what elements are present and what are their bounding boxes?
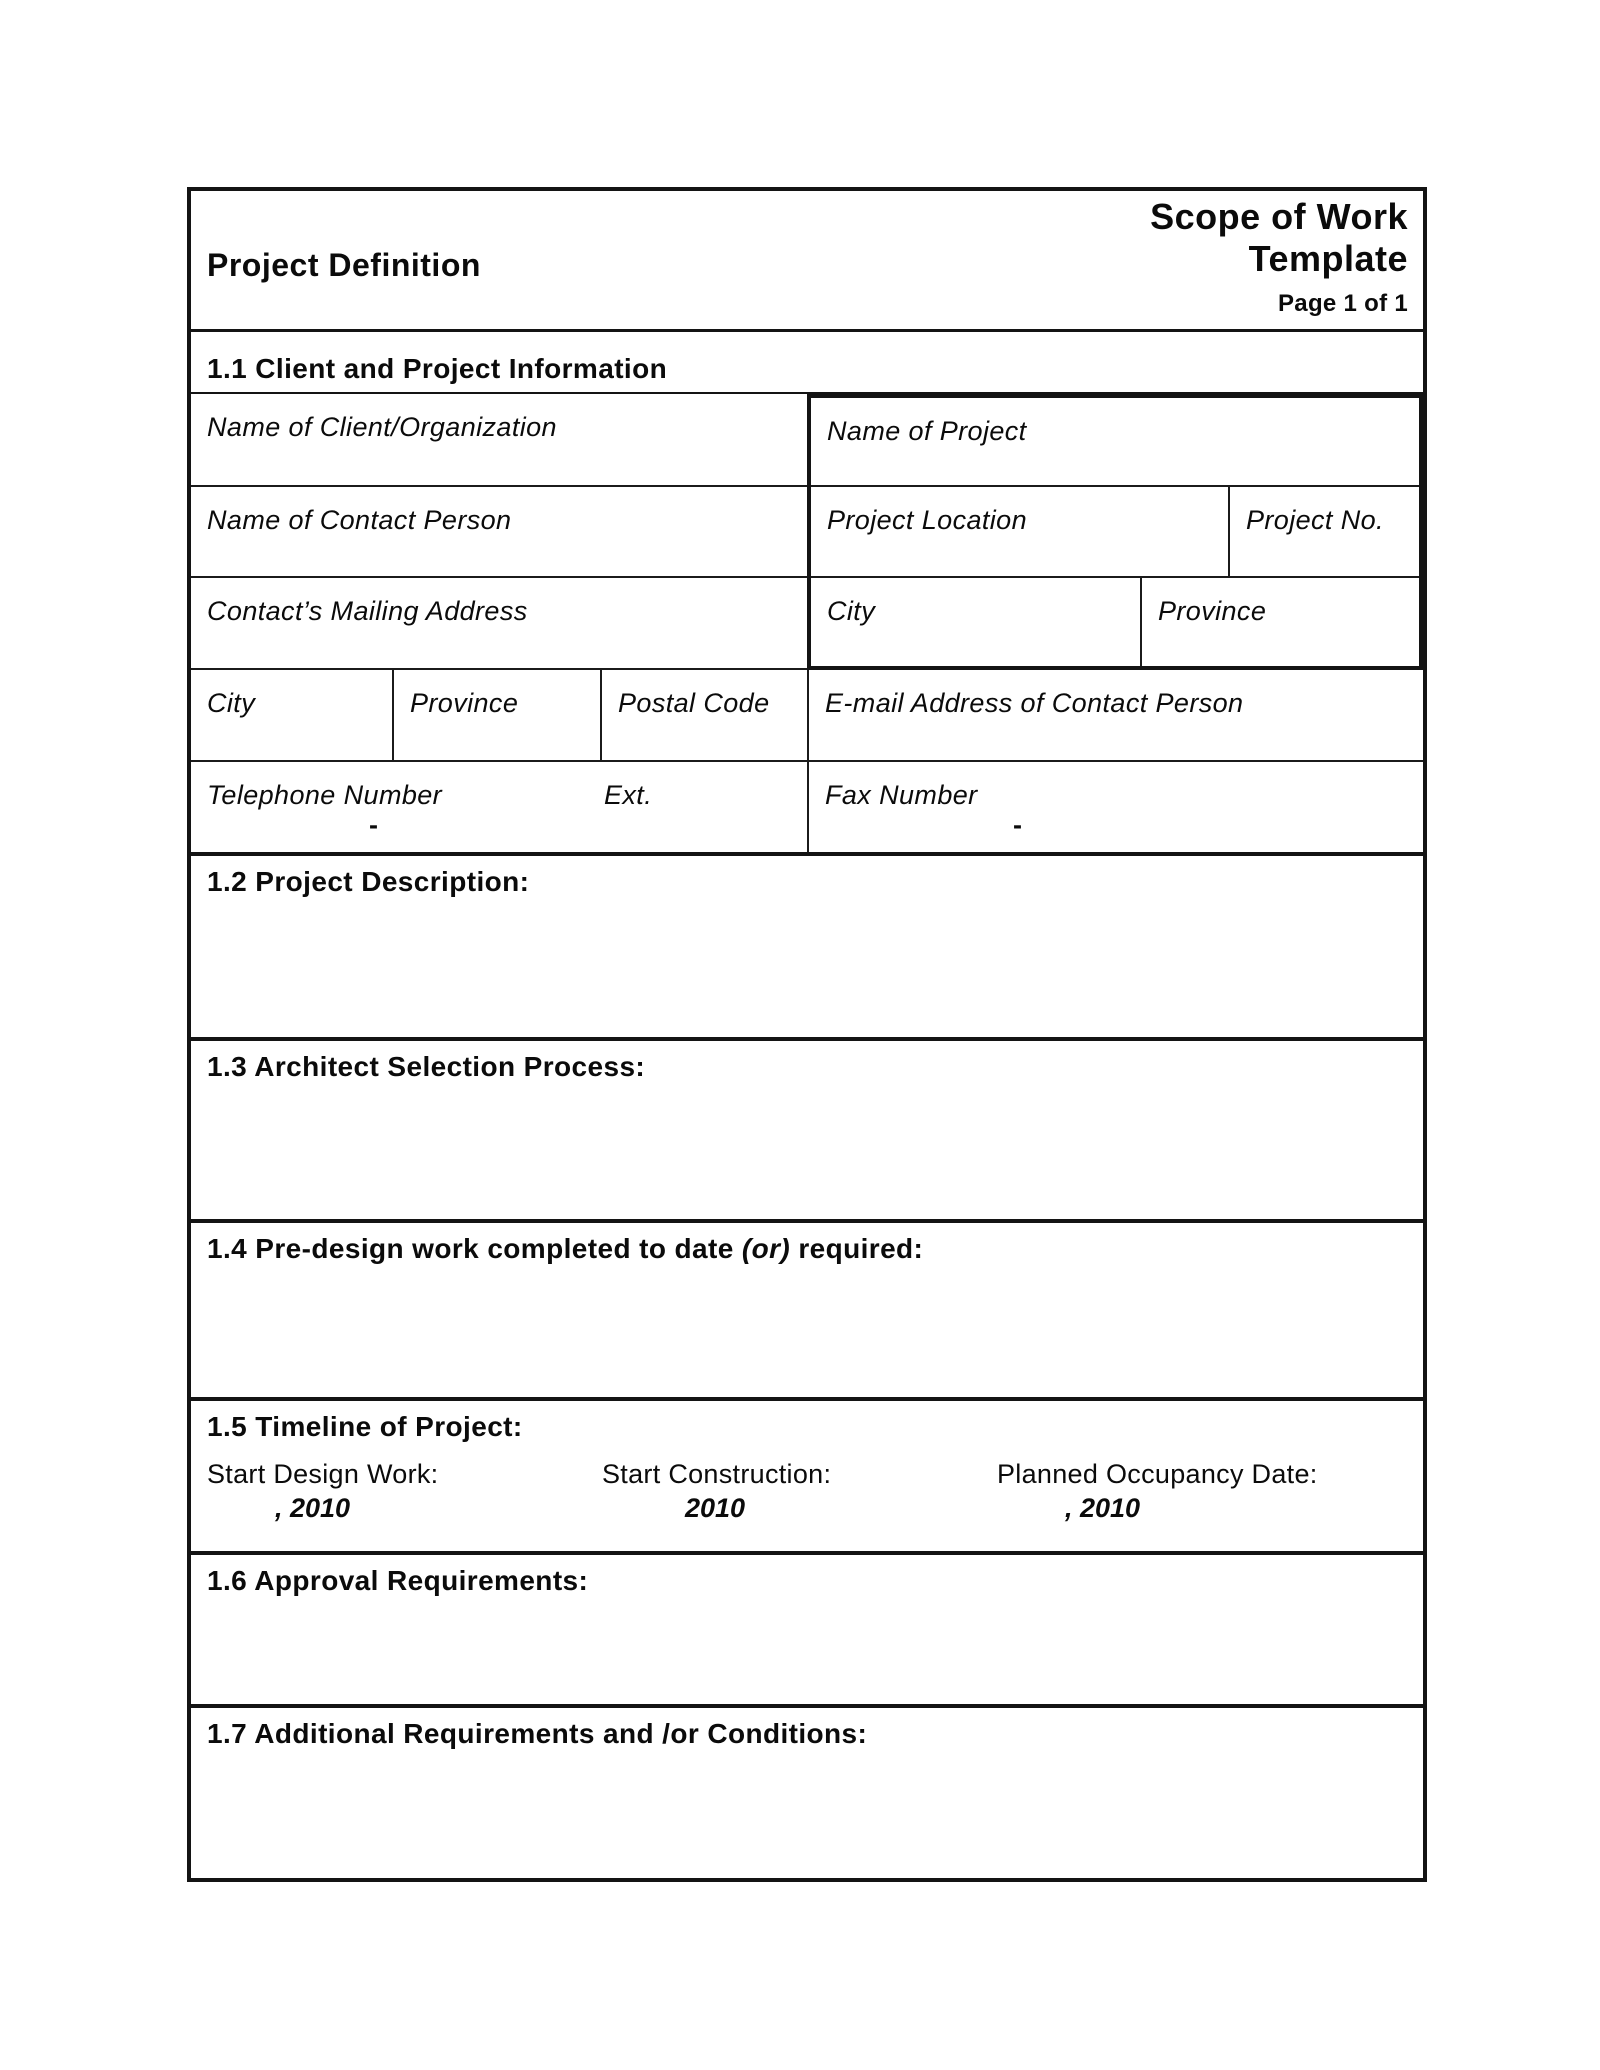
label-project-city: City <box>827 596 876 626</box>
document-title-line1: Scope of Work <box>1150 196 1408 237</box>
section-1-3-heading: 1.3 Architect Selection Process: <box>207 1051 646 1082</box>
cell-project-name <box>811 398 1419 487</box>
scope-of-work-form <box>187 187 1427 1882</box>
label-extension: Ext. <box>604 780 653 810</box>
cell-contact-person <box>191 487 807 578</box>
section-architect-selection <box>191 1037 1423 1219</box>
section-timeline <box>191 1397 1423 1551</box>
section-1-7-heading: 1.7 Additional Requirements and /or Conditions: <box>207 1718 868 1749</box>
label-postal-code: Postal Code <box>618 688 770 718</box>
cell-project-location <box>811 487 1230 578</box>
form-title: Project Definition <box>207 247 481 283</box>
label-mailing-address: Contact’s Mailing Address <box>207 596 528 626</box>
cell-fax <box>807 762 1423 852</box>
telephone-value: - <box>369 810 378 840</box>
label-project-location: Project Location <box>827 505 1028 535</box>
label-contact-province: Province <box>410 688 519 718</box>
document-title-line2: Template <box>1248 238 1408 279</box>
occupancy-date-value: , 2010 <box>1065 1493 1141 1523</box>
section-1-6-heading: 1.6 Approval Requirements: <box>207 1565 589 1596</box>
section-additional-requirements <box>191 1704 1423 1878</box>
start-construction-value: 2010 <box>685 1493 746 1523</box>
label-fax: Fax Number <box>825 780 978 810</box>
label-telephone: Telephone Number <box>207 780 443 810</box>
form-header <box>191 191 1423 332</box>
section-1-2-heading: 1.2 Project Description: <box>207 866 530 897</box>
cell-project-city <box>811 578 1142 666</box>
cell-mailing-address <box>191 578 807 670</box>
heading-1-4-part1: 1.4 Pre-design work completed to date <box>207 1233 742 1264</box>
client-project-info-grid <box>191 394 1423 852</box>
section-1-1-heading: 1.1 Client and Project Information <box>191 332 1423 394</box>
heading-1-4-or: (or) <box>741 1233 791 1264</box>
label-client-organization: Name of Client/Organization <box>207 412 557 442</box>
project-info-box <box>807 394 1423 670</box>
label-project-name: Name of Project <box>827 416 1027 446</box>
label-contact-city: City <box>207 688 256 718</box>
section-1-5-heading: 1.5 Timeline of Project: <box>207 1411 523 1442</box>
cell-telephone <box>191 762 807 852</box>
section-1-4-heading <box>191 1223 1423 1265</box>
occupancy-date-label: Planned Occupancy Date: <box>997 1459 1318 1489</box>
document-title <box>1150 196 1408 280</box>
label-contact-person: Name of Contact Person <box>207 505 512 535</box>
section-predesign-work <box>191 1219 1423 1397</box>
cell-client-organization <box>191 394 807 487</box>
start-design-value: , 2010 <box>275 1493 351 1523</box>
section-approval-requirements <box>191 1551 1423 1704</box>
cell-contact-city <box>191 670 394 762</box>
label-project-number: Project No. <box>1246 505 1384 535</box>
label-project-province: Province <box>1158 596 1267 626</box>
heading-1-4-part2: required: <box>790 1233 924 1264</box>
start-design-label: Start Design Work: <box>207 1459 439 1489</box>
cell-project-province <box>1142 578 1419 666</box>
start-construction-label: Start Construction: <box>602 1459 832 1489</box>
cell-email <box>807 670 1423 762</box>
label-email: E-mail Address of Contact Person <box>825 688 1244 718</box>
cell-postal-code <box>602 670 807 762</box>
cell-project-number <box>1230 487 1419 578</box>
fax-value: - <box>1013 810 1022 840</box>
cell-contact-province <box>394 670 602 762</box>
section-project-description <box>191 852 1423 1037</box>
page-indicator: Page 1 of 1 <box>1277 290 1408 317</box>
